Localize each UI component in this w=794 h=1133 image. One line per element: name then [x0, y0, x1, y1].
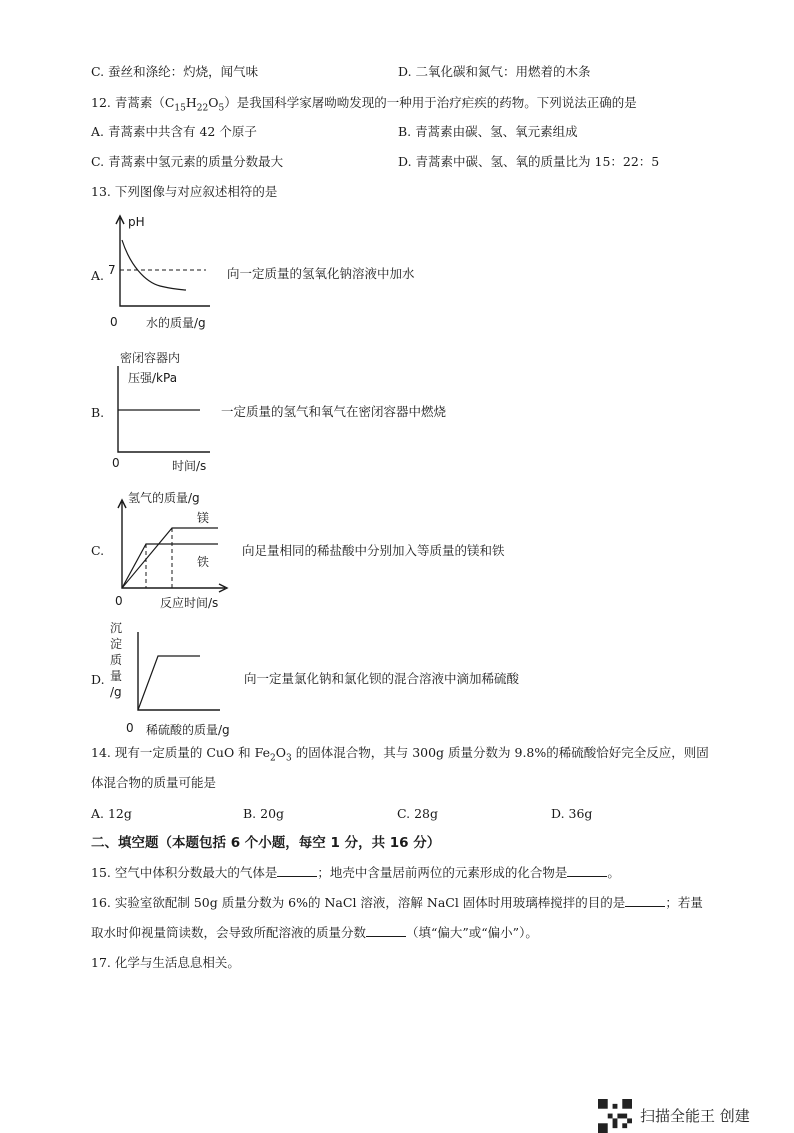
q16-stem-line-1: 16. 实验室欲配制 50g 质量分数为 6%的 NaCl 溶液，溶解 NaCl 固体时用玻璃棒搅拌的目的是 ；若量	[91, 895, 703, 910]
graph-d	[100, 618, 260, 743]
graph-c-label-fe: 铁	[197, 555, 210, 569]
q13-option-a-letter: A.	[91, 268, 105, 283]
graph-c-label-mg: 镁	[197, 511, 210, 525]
graph-d-origin: 0	[126, 721, 134, 735]
graph-c-axes	[122, 502, 225, 588]
graph-c-xlabel: 反应时间/s	[160, 596, 219, 610]
q13-option-d-letter: D.	[91, 672, 105, 687]
q13-option-d-desc: 向一定量氯化钠和氯化钡的混合溶液中滴加稀硫酸	[244, 671, 520, 686]
q12-option-a: A. 青蒿素中共含有 42 个原子	[91, 124, 257, 139]
q16-blank-1[interactable]	[625, 894, 665, 907]
q15-blank-1[interactable]	[277, 864, 317, 877]
graph-d-ylabel-4: 量	[110, 669, 123, 683]
graph-d-ylabel-3: 质	[110, 653, 123, 667]
q13-option-a-desc: 向一定质量的氢氧化钠溶液中加水	[227, 266, 415, 281]
qr-code-icon	[598, 1099, 632, 1133]
graph-d-xlabel: 稀硫酸的质量/g	[146, 723, 230, 737]
graph-c-origin: 0	[115, 594, 123, 608]
footer-brand: 扫描全能王 创建	[640, 1107, 750, 1125]
graph-b-origin: 0	[112, 456, 120, 470]
q16-blank-2[interactable]	[366, 924, 406, 937]
q16-stem-line-2: 取水时仰视量筒读数，会导致所配溶液的质量分数 （填“偏大”或“偏小”）。	[91, 925, 538, 940]
graph-d-axes	[138, 632, 220, 710]
q11-option-c: C. 蚕丝和涤纶：灼烧，闻气味	[91, 64, 259, 79]
q13-option-b-desc: 一定质量的氢气和氧气在密闭容器中燃烧	[221, 404, 447, 419]
graph-c	[100, 488, 240, 618]
q14-stem-line-1: 14. 现有一定质量的 CuO 和 $Fe_2O_3$ 的固体混合物，其与 300g 质量分数为 9.8%的稀硫酸恰好完全反应，则固	[91, 745, 709, 764]
q13-option-c-letter: C.	[91, 543, 105, 558]
graph-a-xlabel: 水的质量/g	[146, 316, 206, 330]
graph-a	[100, 210, 220, 330]
q13-option-c-desc: 向足量相同的稀盐酸中分别加入等质量的镁和铁	[242, 543, 505, 558]
q12-option-c: C. 青蒿素中氢元素的质量分数最大	[91, 154, 284, 169]
q13-stem: 13. 下列图像与对应叙述相符的是	[91, 184, 278, 199]
q12-option-d: D. 青蒿素中碳、氢、氧的质量比为 15：22：5	[398, 154, 660, 169]
q13-option-b-letter: B.	[91, 405, 105, 420]
graph-b-xlabel: 时间/s	[172, 459, 207, 473]
graph-b-ylabel-2: 压强/kPa	[128, 371, 178, 385]
graph-b-ylabel-1: 密闭容器内	[120, 351, 181, 365]
q17-stem: 17. 化学与生活息息相关。	[91, 955, 240, 970]
graph-d-ylabel-1: 沉	[110, 621, 123, 635]
q11-option-d: D. 二氧化碳和氮气：用燃着的木条	[398, 64, 591, 79]
q12-option-b: B. 青蒿素由碳、氢、氧元素组成	[398, 124, 578, 139]
graph-b	[100, 352, 230, 472]
graph-d-line	[138, 656, 200, 710]
graph-d-ylabel-2: 淀	[110, 637, 123, 651]
q14-option-a: A. 12g	[91, 806, 132, 821]
graph-a-axes	[120, 218, 210, 306]
graph-a-curve	[122, 240, 186, 290]
graph-a-ylabel: pH	[128, 215, 145, 229]
q15-stem: 15. 空气中体积分数最大的气体是 ；地壳中含量居前两位的元素形成的化合物是 。	[91, 865, 620, 880]
q14-stem-line-2: 体混合物的质量可能是	[91, 775, 217, 790]
graph-a-tick-7: 7	[108, 263, 116, 277]
section-2-title: 二、填空题（本题包括 6 个小题，每空 1 分，共 16 分）	[91, 835, 441, 851]
graph-a-origin: 0	[110, 315, 118, 329]
q12-stem: 12. 青蒿素$(C_{15}H_{22}O_5)$是我国科学家屠呦呦发现的一种用于治疗疟疾的药物。下列说法正确的是	[91, 95, 637, 114]
q14-option-b: B. 20g	[243, 806, 285, 821]
graph-c-ylabel: 氢气的质量/g	[128, 491, 200, 505]
q14-option-d: D. 36g	[551, 806, 593, 821]
graph-d-ylabel-5: /g	[110, 685, 122, 699]
q14-option-c: C. 28g	[397, 806, 438, 821]
q15-blank-2[interactable]	[567, 864, 607, 877]
